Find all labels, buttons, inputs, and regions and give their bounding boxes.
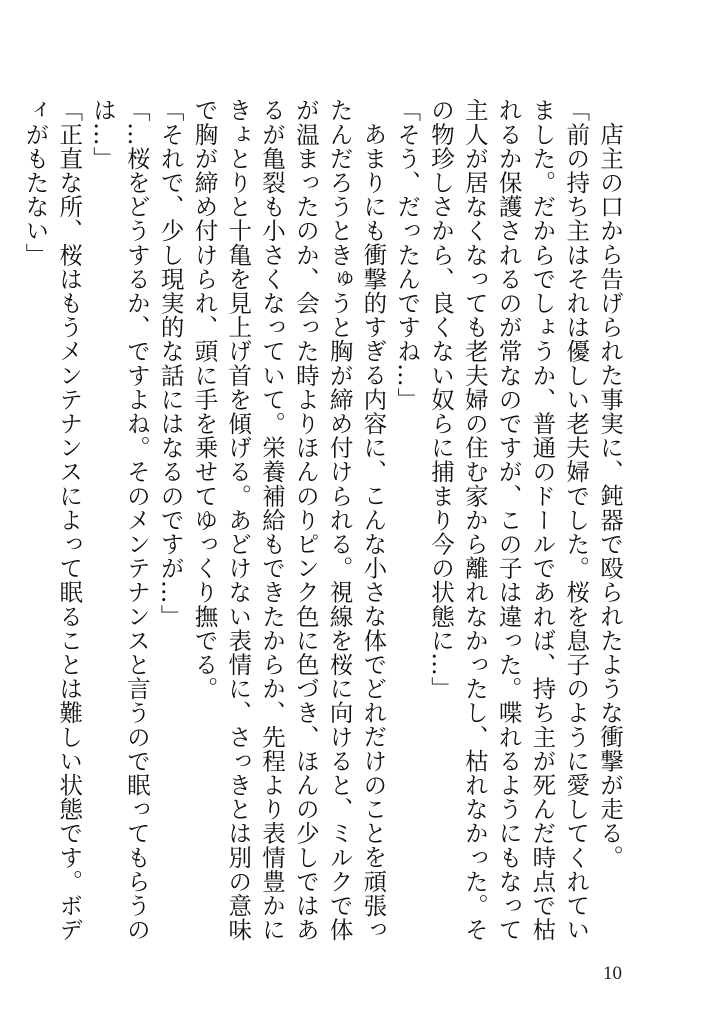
paragraph: 「正直な所、桜はもうメンテナンスによって眠ることは難しい状態です。ボディがもたない」 [21,98,84,942]
page-number: 10 [603,963,622,984]
paragraph: 「それで、少し現実的な話にはなるのですが…」 [156,98,185,629]
paragraph: あまりにも衝撃的すぎる内容に、こんな小さな体でどれだけのことを頑張ったんだろうときゅうと胸が締め付けられる。視線を桜に向けると、ミルクで体が温まったのか、会った時よりほんのりピンク色に色づき、ほんの少しではあるが亀裂も小さくなっていて。栄養補給もできたからか、先程より表情豊かにきょとりと十亀を見上げ首を傾げる。あどけない表情に、さっきとは別の意味で胸が締め付けられ、頭に手を乗せてゆっくり撫でる。 [190,98,388,942]
paragraph: 「前の持ち主はそれは優しい老夫婦でした。桜を息子のように愛してくれていました。だからでしょうか、普通のドールであれば、持ち主が死んだ時点で枯れるか保護されるのが常なのですが、この子は違った。喋れるようにもなって主人が居なくなっても老夫婦の住む家から離れなかったし、枯れなかった。その物珍しさから、良くない奴らに捕まり今の状態に…」 [427,98,591,942]
vertical-text-body [21,98,626,943]
paragraph: 店主の口から告げられた事実に、鈍器で殴られたような衝撃が走る。 [596,121,624,869]
paragraph: 「…桜をどうするか、ですよね。そのメンテナンスと言うので眠ってもらうのは…」 [89,98,151,942]
paragraph: 「そう、だったんですね…」 [393,98,422,412]
